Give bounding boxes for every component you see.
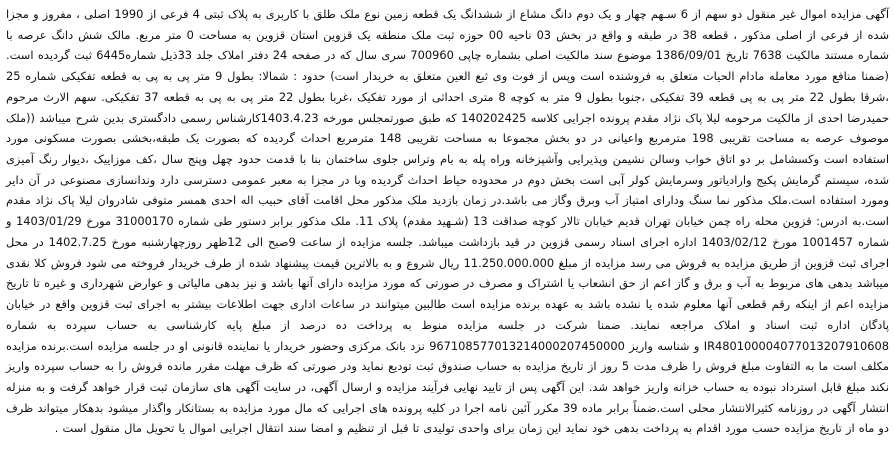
auction-notice-text: آگهی مزایده اموال غیر منقول دو سهم از 6 سـهم چهار و یک دوم دانگ مشاع از ششدانگ یک قطعه زمین نوع ملک طلق با کاربری به پلاک ثبتی 4 فرعی از 1990 اصلی ، مفروز و مجزا شده از فرعی از اصلی مذکور ، قطعه 38 در طبقه و واقع در بخش 03 ناحیه 00 حوزه ثبت ملک منطقه یک قزوین استان قزوین به مساحت 0 متر مربع. مالک شش دانگ عرصه با شماره مستند مالکیت 7638 تاریخ 1386/09/01 موضوع سند مالکیت اصلی بشماره چاپی 700960 سری سال که در صفحه 24 دفتر املاک جلد 33ذیل شماره6445 ثبت گردیده است.(ضمنا منافع مورد معامله مادام الحیات متعلق به فروشنده است وپس از فوت وی ثبع العین متعلق به خریدار است) حدود : شمالا: بطول 9 متر پی به پی به قطعه تفکیکی شماره 25 ،شرقا بطول 22 متر پی به پی قطعه 39 تفکیکی ،جنوبا بطول 9 متر به کوچه 8 متری احداثی از مورد تفکیک ،غربا بطول 22 متر پی به پی به قطعه 37 تفکیکی. سهم الارث مرحوم حمیدرضا احدی از مالکیت مرحومه لیلا پاک نژاد مقدم پرونده اجرایی کلاسه 140202425 که طبق صورتمجلس مورخه 1403.4.23کارشناس رسمی دادگستری بدین شرح میباشد ((ملک موصوف عرصه به مساحت تقریبی 198 مترمربع واعیانی در دو بخش مجموعا به مساحت تقریبی 148 مترمربع احداث گردیده که بصورت یک طبقه،بخشی بصورت مسکونی مورد استفاده است وکسشامل بر دو اتاق خواب وسالن نشیمن وپذیرایی وآشپزخانه وراه پله به بام وتراس جلوی ساختمان بنا با قدمت حدود چهل وپنج سال ،کف موزاییک ،دیوار رنگ آمیزی شده، سیستم گرمایش پکیج وارادیاتور وسرمایش کولر آبی است بخش دوم در محدوده حیاط احداث گردیده وبا در مجزا به معبر عمومی دسترسی دارد وندانسازی مصنوعی در آن دایر ومورد استفاده است.ملک مذکور نما سنگ ودارای امتیاز آب وبرق وگاز می باشد.در زمان بازدید ملک مذکور محل اقامت آقای حبیب اله احدی همسر متوفی شادروان لیلا پاک نژاد مقدم است.به ادرس: قزوین محله راه چمن خیابان تهران قدیم خیابان تالار کوچه صداقت 13 (شـهید مقدم) پلاک 11. ملک مذکور برابر دستور طی شماره 31000170 مورخ 1403/01/29 و شماره 1001457 مورخ 1403/02/12 اداره اجرای اسناد رسمی قزوین در قید بازداشت میباشد. جلسه مزایده از ساعت 9صبح الی 12ظهر روزچهارشنبه مورخ 1402.7.25 در محل اجرای ثبت قزوین از طریق مزایده به فروش می رسد مزایده از مبلغ 11.250.000.000 ریال شروع و به بالاترین قیمت پیشنهاد شده از طرف خریدار فروخته می شود فروش کلا نقدی میباشد بدهی های مربوط به آب و برق و گاز اعم از حق انشعاب یا اشتراک و مصرف در صورتی که مورد مزایده دارای آنها باشد و نیز بدهی مالیاتی و عوارض شهرداری و غیره تا تاریخ مزایده اعم از اینکه رقم قطعی آنها معلوم شده یا نشده باشد به عهده برنده مزایده است طالبین میتوانند در ساعات اداری جهت اطلاعات بیشتر به اجرای ثبت قزوین واقع در خیابان پادگان اداره ثبت اسناد و املاک مراجعه نمایند. ضمنا شرکت در جلسه مزایده منوط به پرداخت ده درصد از مبلغ پایه کارشناسی به حساب سپرده به شماره IR480100004077013207910608 و شناسه واریز 967108577013214000207450000 نزد بانک مرکزی وحضور خریدار یا نماینده قانونی او در جلسه مزایده است.برنده مزایده مکلف است ما به التفاوت مبلغ فروش را ظرف مدت 5 روز از تاریخ مزایده به حساب صندوق ثبت تودیع نماید ودر صورتی که ظرف مهلت مقرر مانده فروش را به حساب سپرده واریز نکند مبلغ قابل استرداد نبوده به حساب خزانه واریز خواهد شد. این آگهی پس از تایید نهایی فرآیند مزایده و ارسال آگهی، در سایت آگهی های سازمان ثبت قرار خواهد گرفت و به منزله انتشار آگهی در روزنامه کثیرالانتشار محلی است.ضمناً برابر ماده 39 مکرر آئین نامه اجرا در کلیه پرونده های اجرایی که مال مورد مزایده به بستانکار واگذار میشود بدهکار میتواند ظرف دو ماه از تاریخ مزایده حسب مورد اقدام به پرداخت بدهی خود نماید این زمان برای واحدی تولیدی تا قبل از تنظیم و امضا سند انتقال اجرایی اموال یا تحویل مال منقول است . bbox=[6, 7, 890, 436]
